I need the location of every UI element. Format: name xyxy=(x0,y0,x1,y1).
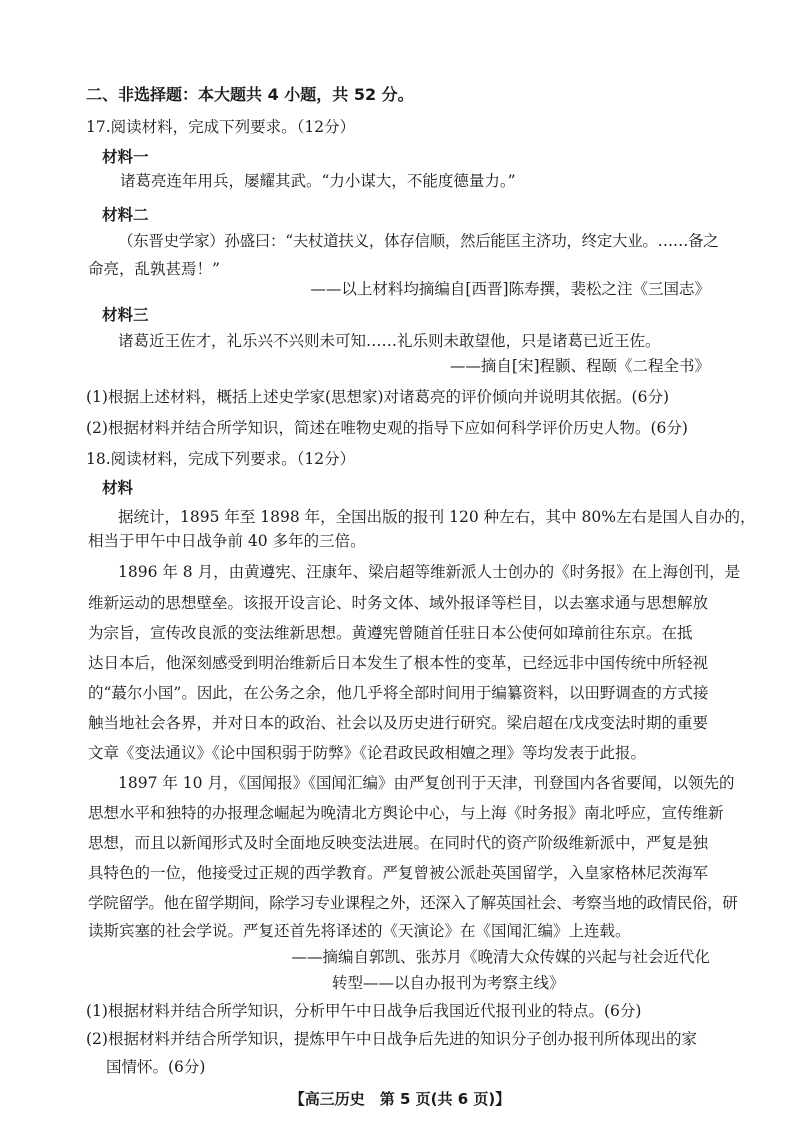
q17-material3-text: 诸葛近王佐才，礼乐兴不兴则未可知……礼乐则未敢望他，只是诸葛已近王佐。 xyxy=(118,332,661,350)
q17-subquestion-2: (2)根据材料并结合所学知识，简述在唯物史观的指导下应如何科学评价历史人物。(6分) xyxy=(86,419,688,437)
q18-p3-line6: 读斯宾塞的社会学说。严复还首先将译述的《天演论》在《国闻汇编》上连载。 xyxy=(88,922,631,940)
q18-p2-line5: 的“蕞尔小国”。因此，在公务之余，他几乎将全部时间用于编纂资料，以田野调查的方式接 xyxy=(88,684,709,702)
q18-p2-line6: 触当地社会各界，并对日本的政治、社会以及历史进行研究。梁启超在戊戌变法时期的重要 xyxy=(88,714,709,732)
page-footer: 【高三历史 第 5 页(共 6 页)】 xyxy=(289,1090,511,1108)
q18-p1-line2: 相当于甲午中日战争前 40 多年的三倍。 xyxy=(88,532,366,550)
q17-material2-label: 材料二 xyxy=(102,206,149,224)
q18-material-label: 材料 xyxy=(102,479,134,497)
q18-p3-line2: 思想水平和独特的办报理念崛起为晚清北方舆论中心，与上海《时务报》南北呼应，宣传维新 xyxy=(88,804,724,822)
q17-material1-text: 诸葛亮连年用兵，屡耀其武。“力小谋大，不能度德量力。” xyxy=(120,172,516,190)
q18-subquestion-2-line2: 国情怀。(6分) xyxy=(106,1058,206,1076)
q18-p2-line7: 文章《变法通议》《论中国积弱于防弊》《论君政民政相嬗之理》等均发表于此报。 xyxy=(88,744,647,762)
q18-p3-line1: 1897 年 10 月，《国闻报》《国闻汇编》由严复创刊于天津，刊登国内各省要闻，以领先的 xyxy=(118,774,735,792)
q18-p3-line3: 思想，而且以新闻形式及时全面地反映变法进展。在同时代的资产阶级维新派中，严复是独 xyxy=(88,834,709,852)
q18-subquestion-1: (1)根据材料并结合所学知识，分析甲午中日战争后我国近代报刊业的特点。(6分) xyxy=(86,1002,642,1020)
q18-p1-line1: 据统计，1895 年至 1898 年，全国出版的报刊 120 种左右，其中 80%左右是国人自办的， xyxy=(118,508,756,526)
q18-p3-line4: 具特色的一位，他接受过正规的西学教育。严复曾被公派赴英国留学，入皇家格林尼茨海军 xyxy=(88,864,709,882)
q18-p2-line4: 达日本后，他深刻感受到明治维新后日本发生了根本性的变革，已经远非中国传统中所轻视 xyxy=(88,654,709,672)
q17-subquestion-1: (1)根据上述材料，概括上述史学家(思想家)对诸葛亮的评价倾向并说明其依据。(6分) xyxy=(86,388,670,406)
q18-subquestion-2-line1: (2)根据材料并结合所学知识，提炼甲午中日战争后先进的知识分子创办报刊所体现出的家 xyxy=(86,1030,697,1048)
q18-p2-line1: 1896 年 8 月，由黄遵宪、汪康年、梁启超等维新派人士创办的《时务报》在上海创刊，是 xyxy=(118,563,741,581)
q18-header: 18.阅读材料，完成下列要求。（12分） xyxy=(86,450,356,468)
q18-source-line2: 转型——以自办报刊为考察主线》 xyxy=(332,974,565,992)
q17-material3-label: 材料三 xyxy=(102,306,149,324)
q17-source-2: ——摘自[宋]程颢、程颐《二程全书》 xyxy=(449,357,710,375)
q17-header: 17.阅读材料，完成下列要求。（12分） xyxy=(86,118,356,136)
q18-p2-line2: 维新运动的思想壁垒。该报开设言论、时务文体、域外报译等栏目，以去塞求通与思想解放 xyxy=(88,594,709,612)
section-title: 二、非选择题：本大题共 4 小题，共 52 分。 xyxy=(86,85,414,104)
q17-material2-line1: （东晋史学家）孙盛曰：“夫杖道扶义，体存信顺，然后能匡主济功，终定大业。……备之 xyxy=(118,232,719,250)
q17-source-1: ——以上材料均摘编自[西晋]陈寿撰，裴松之注《三国志》 xyxy=(310,280,710,298)
q17-material2-line2: 命亮，乱孰甚焉！” xyxy=(88,260,220,278)
q18-source-line1: ——摘编自郭凯、张苏月《晚清大众传媒的兴起与社会近代化 xyxy=(291,948,710,966)
q18-p2-line3: 为宗旨，宣传改良派的变法维新思想。黄遵宪曾随首任驻日本公使何如璋前往东京。在抵 xyxy=(88,624,693,642)
q18-p3-line5: 学院留学。他在留学期间，除学习专业课程之外，还深入了解英国社会、考察当地的政情民俗，研 xyxy=(88,894,738,912)
q17-material1-label: 材料一 xyxy=(102,148,149,166)
